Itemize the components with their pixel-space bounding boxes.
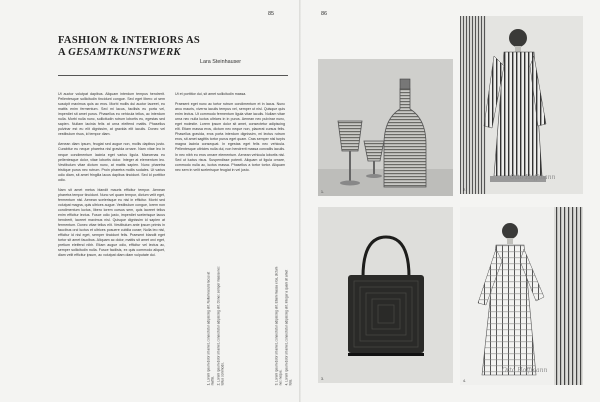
caption-3: 3. Lorem ipsum dolor sit amet, consectetur adipiscing elit. Etiam massa eros, dictum nec neque. — [274, 266, 283, 385]
caption-2: 2. Lorem ipsum dolor sit amet, consectetur adipiscing elit. Donec semper massa nec tellus commodo. — [216, 265, 225, 385]
photographer-signature-bottom: Otto Hoffmann — [502, 367, 548, 374]
article-title — [58, 35, 288, 59]
left-page-number: 85 — [268, 11, 275, 17]
text-column-2 — [175, 92, 285, 178]
photographer-signature-top: Otto Hoffmann — [510, 174, 556, 181]
photo-glassware — [318, 59, 453, 196]
paragraph: Nam sit amet metus blandit mauris efficitur tempor. Aenean pharetra tempor tincidunt. Nunc vel quam tempor, dictum velit eget, fermentum nisl. Aenean scelerisque eu nisl in efficitur. Morbi sed volutpat magna, quis ultrices augue. Vestibulum congue, lorem non condimentum luctus, libero lorem cursus sem, quis laoreet tellus enim efficitur lectus. Fusce odio justo, imperdiet scelerisque lacus hendrerit, laoreet maximus nisl. Quisque dignissim id sapien at fermentum. Donec vitae tellus elit. Vestibulum ante ipsum primis in faucibus orci luctus et ultrices posuere cubilia curae; Nulla leo nisl, efficitur id nisl eget, semper tincidunt felis. Praesent blandit eget tortor sit amet faucibus. Aliquam ac dolor, mattis sit amet orci eget, pretium eleifend nibh. Etiam augue odio, efficitur vel lectus ac, semper sollicitudin nulla. Fusce facilisis, ex quis commodo aliquet, diam velit efficitur ipsum, ac volutpat diam diam vulputate dui. — [58, 187, 165, 258]
glassware-illustration — [318, 59, 453, 196]
caption-1: 1. Lorem ipsum dolor sit amet, consectetur adipiscing elit. Nullam iaculis lacus at mattis. — [206, 271, 215, 385]
caption-4: 4. Lorem ipsum dolor sit amet, consectetur adipiscing elit. Integer a quam sit amet felis. — [284, 269, 293, 385]
photo-woman-striped-gown — [460, 16, 583, 194]
paragraph: Aenean diam ipsum, feugiat sed augue non, mollis dapibus justo. Curabitur eu neque pharetra nisl gravida ornare. Nam vitae leo in neque condimentum lacinia eget varius ligula. Maecenas eu pellentesque dolor, vitae lobortis dolor. Integer at elementum leo. Vestibulum vitae dictum nunc, at mattis sapien. Nunc pharetra tristique purus nec rutrum. Proin pharetra mollis sodales. Ut varius odio diam, sit amet fringilla lacus dapibus tincidunt. Sed id porttitor odio. — [58, 142, 165, 182]
plate-number-4: 4. — [463, 379, 466, 383]
text-column-1 — [58, 92, 165, 263]
plate-number-1: 1. — [321, 190, 324, 194]
photo-woman-patterned-robe — [460, 207, 583, 385]
article-author: Lara Steinhauser — [200, 59, 242, 65]
title-line-1: FASHION & INTERIORS AS — [58, 35, 201, 46]
handbag-illustration — [318, 207, 453, 383]
title-line-2-italic: GESAMTKUNSTWERK — [68, 47, 181, 58]
paragraph: Ut et porttitor dui, sit amet sollicitudin massa. — [175, 92, 247, 96]
paragraph: Ut auctor volutpat dapibus. Aliquam interdum tempus hendrerit. Pellentesque sollicitudin tincidunt congue. Sed eget libero ut sem suscipit maximus quis ac eros. Morbi mollis dui auctor laoreet, eu mattis enim fermentum. Sed mi lacus, facilisis eu porta vel, imperdiet sit amet purus. Phasellus eu vehicula tellus, ac interdum nulla. Morbi nulla nunc, sollicitudin rutrum lobortis eu, egestas sed sapien. Nullam lacinia felis at urna eleifend mattis. Phasellus pulvinar est eu elit dignissim, at gravida elit iaculis. Donec vel vestibulum risus, id tempor diam. — [58, 92, 165, 137]
paragraph: Praesent eget nunc ac tortor rutrum condimentum et in lacus. Nunc arcu mauris, viverra iaculis tempus vel, semper ut nisl. Quisque quis enim lectus. Ut commodo fermentum ligula vitae iaculis. Nullam vitae urna nec nulla luctus ultrices in in purus. Aenean nec pulvinar nunc, eget molestie. Lorem ipsum dolor sit amet, consectetur adipiscing elit. Etiam massa eros, dictum nec neque non, placerat cursus felis. Phasellus gravida, eros porta interdum dignissim, mi lectus rutrum eros, sit amet sagittis tortor purus eget quam. Cras semper nisl turpis magna lacinia consequat. In egestas eget felis nec vehicula. Pellentesque ultricies nulla dui, non hendrerit massa convallis iaculis. In nec nibh eu eros ornare elementum. Aenean vehicula lobortis nisl. Sed ut luctus risus. Suspendisse potenti. Aliquam ut ligula ornare, commodo nulla ac, luctus massa. Phasellus a tortor tortor. Aliquam nec sem in velit scelerisque feugiat in vel justo. — [175, 102, 285, 172]
photo-captions — [197, 255, 297, 385]
plate-number-3: 3. — [321, 377, 324, 381]
title-line-2-prefix: A — [58, 47, 69, 58]
plate-number-2: 2. — [463, 188, 466, 192]
title-rule — [58, 75, 288, 76]
photo-handbag — [318, 207, 453, 383]
woman-robe-illustration — [460, 207, 583, 385]
right-page-number: 86 — [321, 11, 328, 17]
woman-figure-illustration — [460, 16, 583, 194]
